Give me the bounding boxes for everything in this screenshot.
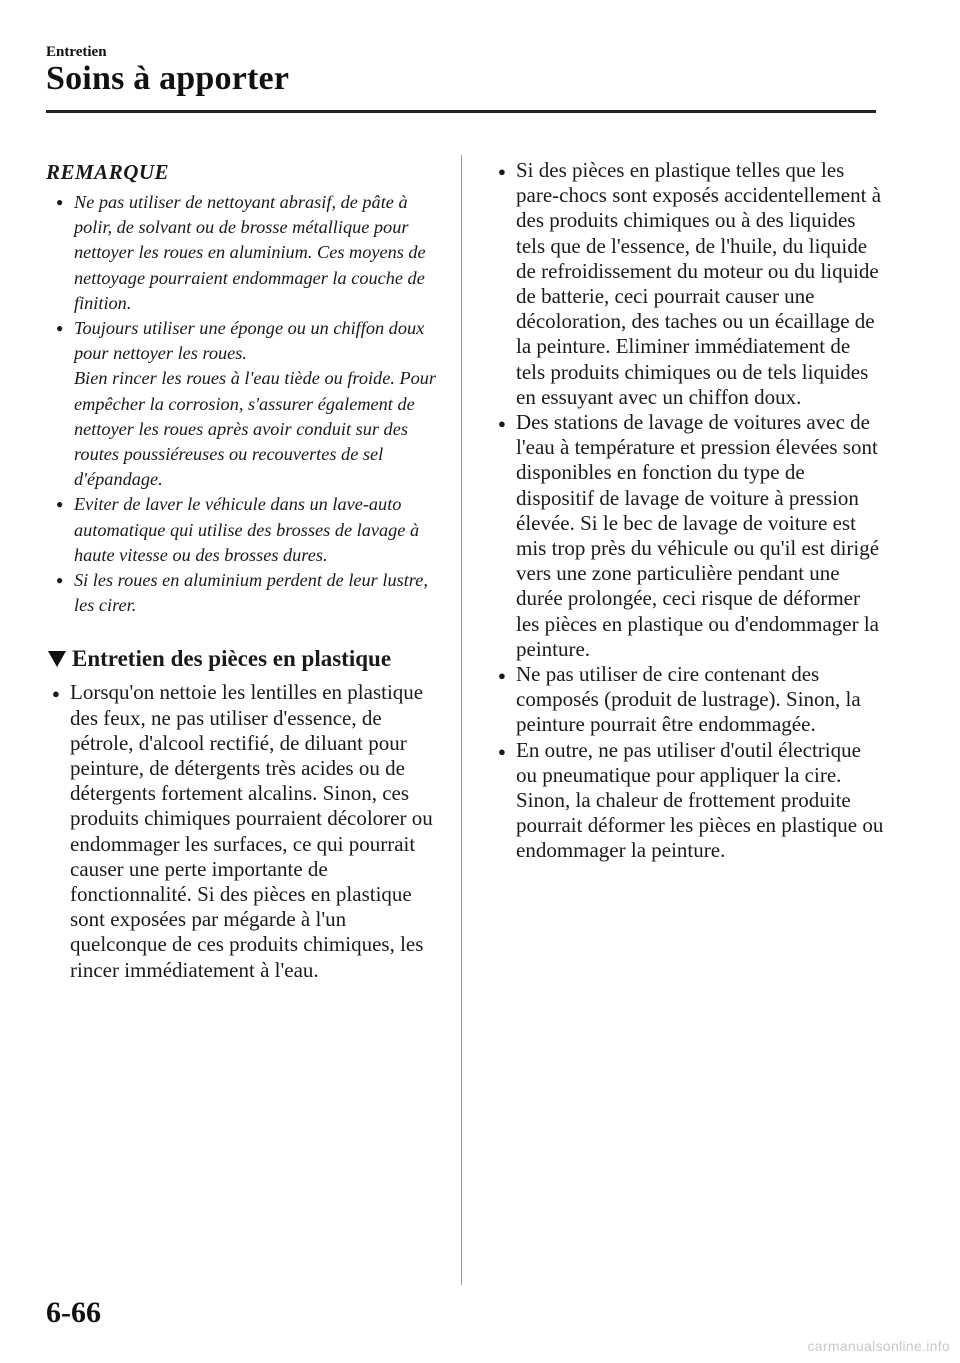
bullet-icon: ● — [498, 668, 506, 684]
list-item — [494, 158, 884, 410]
bullet-icon: ● — [498, 164, 506, 179]
remark-list — [46, 190, 446, 618]
bullet-icon: ● — [56, 195, 64, 209]
watermark: carmanualsonline.info — [807, 1338, 950, 1354]
list-item-text: Si des pièces en plastique telles que les pare-chocs sont exposés accidentellement à des produits chimiques ou à des liquides tels que de l'essence, de l'huile, du liquide de refroidissement du moteur ou du liquide de batterie, ceci pourrait causer une décoloration, des taches ou un écaillage de la peinture. Eliminer immédiatement de tels produits chimiques ou de tels liquides en essuyant avec un chiffon doux. — [516, 158, 882, 409]
remark-item-text: Toujours utiliser une éponge ou un chiffon doux pour nettoyer les roues. Bien rincer les roues à l'eau tiède ou froide. Pour empêcher la corrosion, s'assurer également de nettoyer les roues après avoir conduit sur des routes poussiéreuses ou recouvertes de sel d'épandage. — [74, 318, 437, 490]
remark-item-text: Ne pas utiliser de nettoyant abrasif, de pâte à polir, de solvant ou de brosse métallique pour nettoyer les roues en aluminium. Ces moyens de nettoyage pourraient endommager la couche de finition. — [74, 192, 426, 313]
right-column — [494, 158, 884, 864]
body-list-right — [494, 158, 884, 864]
bullet-icon: ● — [52, 686, 60, 702]
body-list-left — [46, 680, 446, 982]
column-divider — [461, 155, 462, 1285]
remark-item — [46, 190, 446, 316]
bullet-icon: ● — [498, 416, 506, 432]
section-label: Entretien — [46, 44, 107, 60]
list-item-text: Ne pas utiliser de cire contenant des composés (produit de lustrage). Sinon, la peinture pourrait être endommagée. — [516, 662, 861, 737]
triangle-down-icon — [48, 651, 66, 667]
section-heading — [46, 644, 446, 674]
list-item — [494, 410, 884, 662]
section-heading-text: Entretien des pièces en plastique — [72, 646, 392, 672]
remark-item-text: Eviter de laver le véhicule dans un lave-auto automatique qui utilise des brosses de lavage à haute vitesse ou des brosses dures. — [74, 494, 420, 565]
list-item — [46, 680, 446, 982]
list-item — [494, 662, 884, 738]
remark-item — [46, 568, 446, 618]
left-column — [46, 158, 446, 983]
remark-heading: REMARQUE — [46, 160, 170, 184]
list-item-text: En outre, ne pas utiliser d'outil électrique ou pneumatique pour appliquer la cire. Sinon, la chaleur de frottement produite pourrait déformer les pièces en plastique ou endommager la peinture. — [516, 737, 884, 863]
page-number: 6-66 — [46, 1296, 101, 1329]
list-item — [494, 738, 884, 864]
remark-item — [46, 316, 446, 492]
title-rule — [46, 110, 876, 113]
list-item-text: Des stations de lavage de voitures avec de l'eau à température et pression élevées sont disponibles en fonction du type de dispositif de lavage de voiture à pression élevée. Si le bec de lavage de voiture est mis trop près du véhicule ou qu'il est dirigé vers une zone particulière pendant une durée prolongée, ceci risque de déformer les pièces en plastique ou d'endommager la peinture. — [516, 410, 880, 661]
remark-item — [46, 492, 446, 568]
bullet-icon: ● — [56, 497, 64, 512]
bullet-icon: ● — [498, 743, 506, 759]
bullet-icon: ● — [56, 573, 64, 588]
page-title: Soins à apporter — [46, 60, 290, 97]
bullet-icon: ● — [56, 321, 64, 336]
remark-item-text: Si les roues en aluminium perdent de leur lustre, les cirer. — [74, 570, 428, 616]
list-item-text: Lorsqu'on nettoie les lentilles en plastique des feux, ne pas utiliser d'essence, de pétrole, d'alcool rectifié, de diluant pour peinture, de détergents très acides ou de détergents fortement alcalins. Sinon, ces produits chimiques pourraient décolorer ou endommager les surfaces, ce qui pourrait causer une perte importante de fonctionnalité. Si des pièces en plastique sont exposées par mégarde à l'un quelconque de ces produits chimiques, les rincer immédiatement à l'eau. — [70, 680, 433, 982]
